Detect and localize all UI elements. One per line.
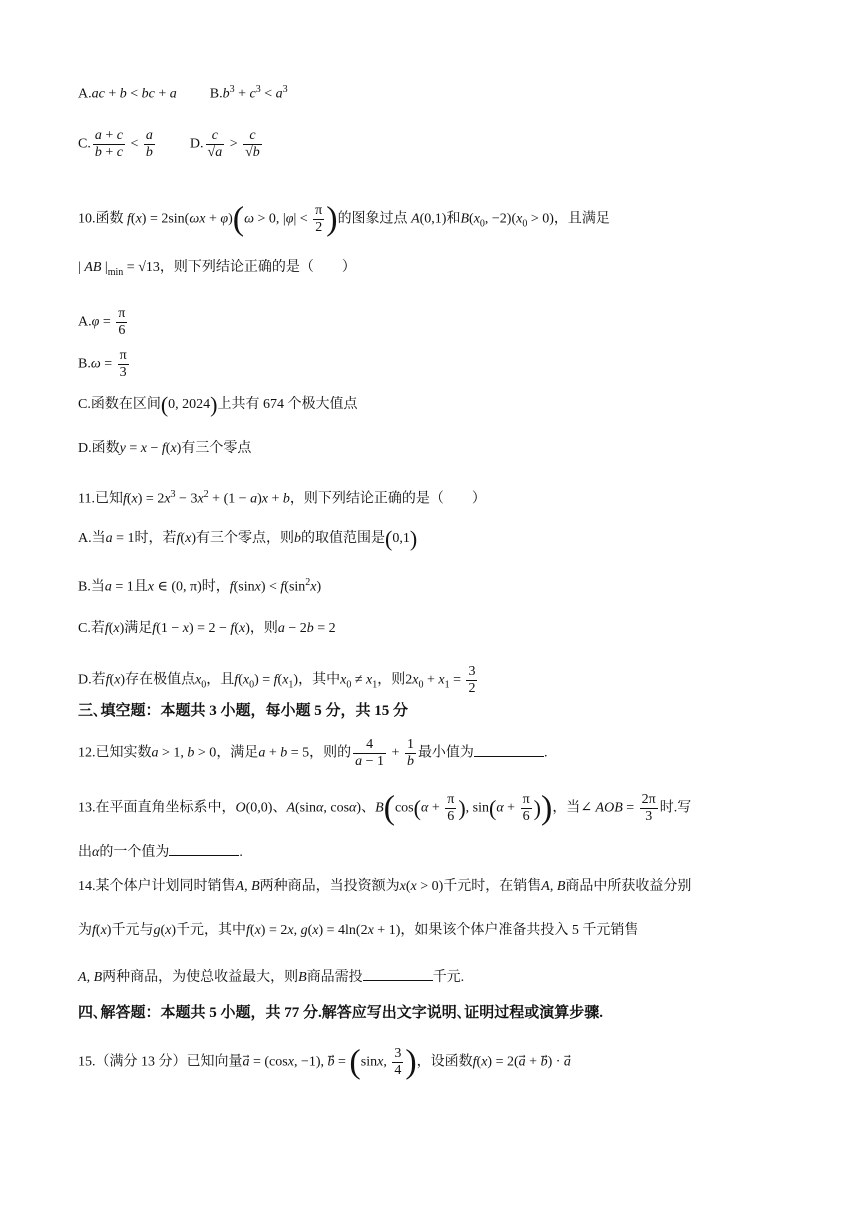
q13-stem: 13.在平面直角坐标系中，O(0,0)、A(sinα, cosα)、B(cos(α + $\frac{\pi}{6}$ ), sin(α + $\frac{\pi}{6}$ ))，当∠ AOB = $\frac{2\pi}{3}$ 时.写 (78, 789, 692, 827)
q9-option-b-label: B. (209, 86, 223, 102)
q10-stem-cont: | AB $|_{min} = √13$，则下列结论正确的是（ ） (78, 260, 356, 278)
q11-option-a: A.当a = 1时，若f(x)有三个零点，则b的取值范围是(0,1) (78, 526, 418, 551)
q14-line-1: 14.某个体户计划同时销售A, B两种商品，当投资额为x(x > 0)千元时，在销售A, B商品中所获收益分别 (78, 879, 692, 894)
q10-number: 10. (78, 211, 96, 227)
section-3-heading: 三､填空题：本题共 3 小题，每小题 5 分，共 15 分 (78, 703, 409, 719)
q12-stem: 12.已知实数a > 1, b > 0，满足a + b = 5，则的 $\frac{4}{a - 1}$ + $\frac{1}{b}$ 最小值为 . (78, 737, 548, 769)
q12-answer-blank[interactable] (474, 742, 544, 757)
q10-stem: 10.函数 f(x) = 2sin(ωx + φ)(ω > 0, |φ| < $\frac{\pi}{2}$ )的图象过点 A(0,1)和$B(x_0$, $-2)(x_0 > 0)$，且满足 (78, 200, 610, 238)
q9-option-d-label: D. (189, 136, 204, 152)
q13-answer-blank[interactable] (169, 841, 239, 856)
q9-option-c-label: C. (78, 136, 91, 152)
q14-answer-blank[interactable] (363, 966, 433, 981)
q14-number: 14. (78, 879, 96, 894)
q9-options-cd: C. $\frac{a + c}{b + c}$ < $\frac{a}{b}$ D. $\frac{c}{√a}$ > $\frac{c}{√b}$ (78, 128, 260, 160)
q11-stem: 11.已知$f(x) = 2x^3 - 3x^2 + (1 - a)x + b$，则下列结论正确的是（ ） (78, 489, 486, 507)
q15-stem: 15.（满分 13 分）已知向量a⃗ = (cosx, −1), b⃗ = (sinx, $\frac{3}{4}$ )，设函数f(x) = 2(a⃗ + b⃗) · a (78, 1043, 571, 1081)
q13-number: 13. (78, 800, 96, 816)
q10-option-c: C.函数在区间(0, 2024)上共有 674 个极大值点 (78, 392, 358, 417)
q14-line-2: 为f(x)千元与g(x)千元，其中f(x) = 2x, g(x) = 4ln(2x + 1)，如果该个体户准备共投入 5 千元销售 (78, 923, 639, 938)
q9-options-ab: A.ac + b < bc + a $B.b^3 + c^3 < a^3$ (78, 84, 288, 102)
q11-option-d: D.若f(x)存在极值点$x_0$，且$f(x_0) = f(x_1)$，其中$x_0 \ne x_1$，则$2x_0 + x_1$ = $\frac{3}{2}$ (78, 664, 476, 696)
q15-number: 15. (78, 1054, 96, 1070)
q12-number: 12. (78, 745, 96, 761)
q9-option-a-label: A. (78, 86, 92, 102)
q11-option-b: B.当a = 1且x ∈ (0, π)时，$f(\sin x) < f(\sin^2x)$ (78, 577, 322, 595)
q13-stem-cont: 出α的一个值为 . (78, 841, 243, 863)
q11-option-c: C.若f(x)满足f(1 − x) = 2 − f(x)，则a − 2b = 2 (78, 621, 336, 636)
q10-option-b: B.ω = $\frac{\pi}{3}$ (78, 348, 127, 380)
q10-option-a: A.φ = $\frac{\pi}{6}$ (78, 306, 126, 338)
section-4-heading: 四､解答题：本题共 5 小题，共 77 分.解答应写出文字说明､证明过程或演算步骤. (78, 1005, 604, 1021)
q11-number: 11. (78, 491, 95, 507)
q14-line-3: A, B两种商品，为使总收益最大，则B商品需投 千元. (78, 966, 464, 988)
q10-option-d: D.函数y = x − f(x)有三个零点 (78, 441, 252, 456)
